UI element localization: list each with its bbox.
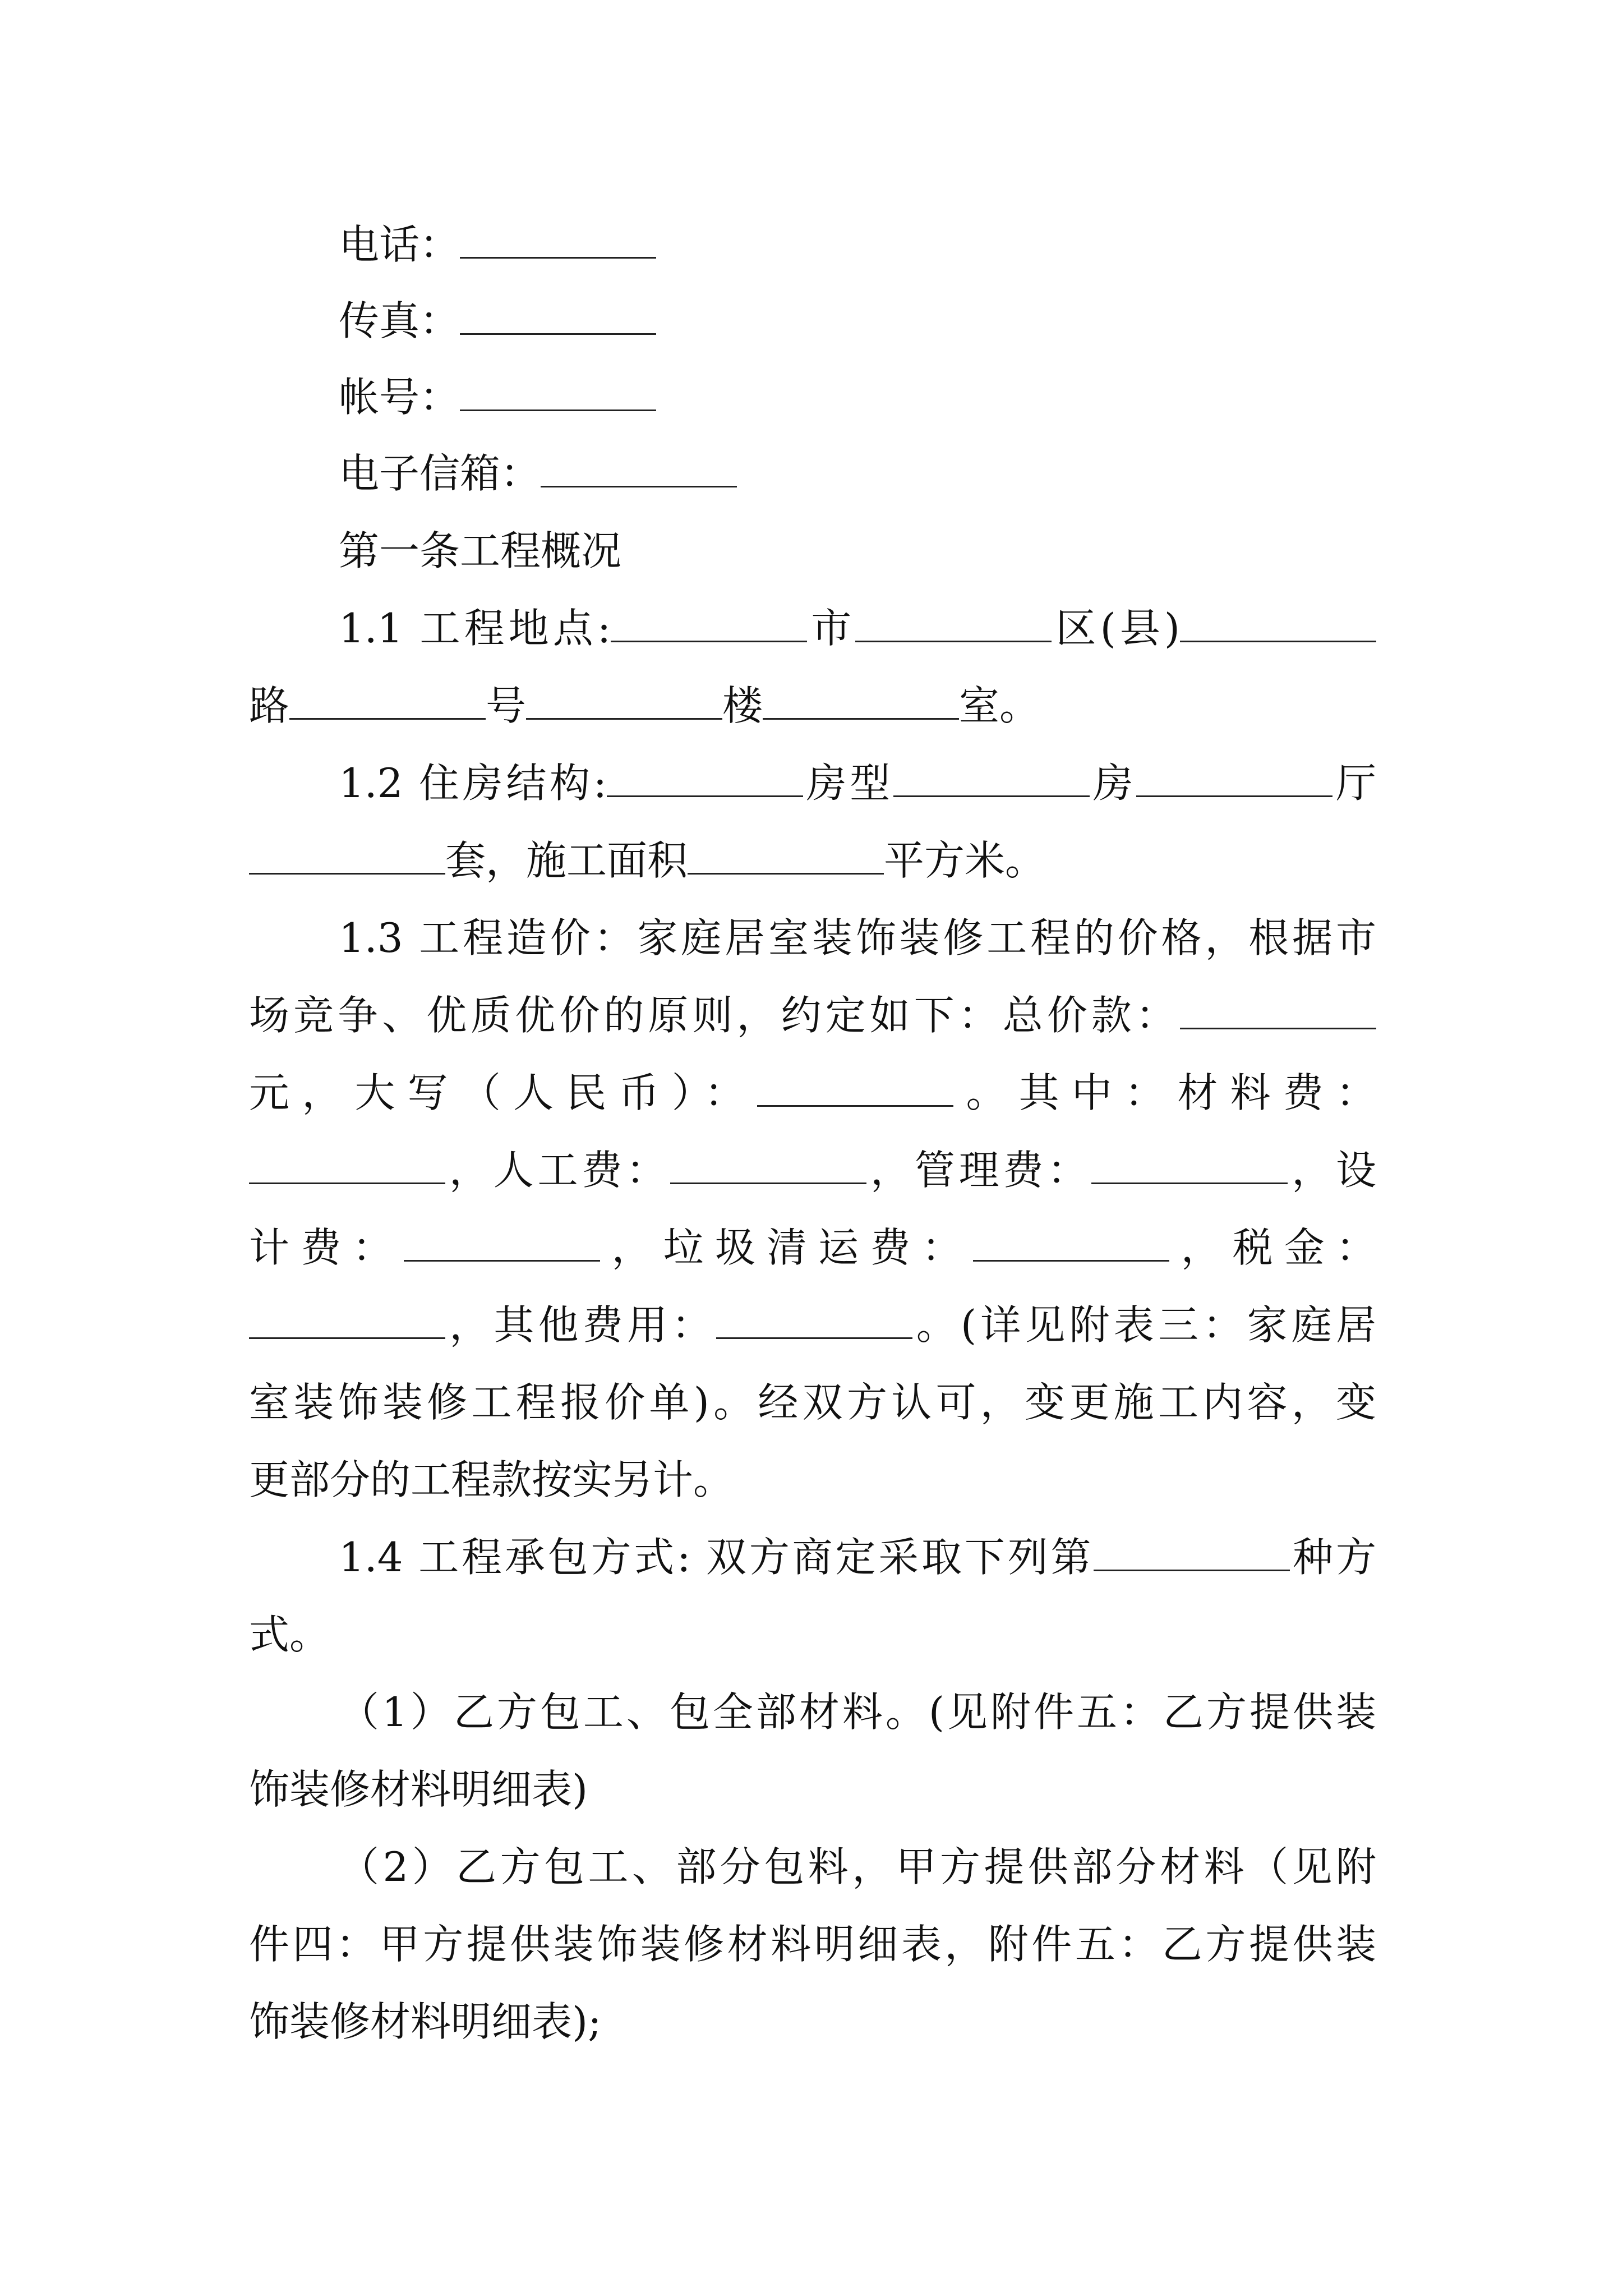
sets-blank[interactable] <box>249 834 445 875</box>
section-1-3-line-2 <box>249 976 1376 1055</box>
section-1-3-line-5 <box>249 1208 1376 1287</box>
email-blank[interactable] <box>541 447 737 487</box>
option-2-line-2: 件四：甲方提供装饰装修材料明细表，附件五：乙方提供装 <box>249 1921 1376 1968</box>
amount-words-blank[interactable] <box>757 1066 953 1107</box>
phone-label: 电话： <box>339 221 460 268</box>
district-unit: 区(县) <box>1052 605 1180 652</box>
building-blank[interactable] <box>526 679 722 720</box>
section-1-1-line-1 <box>339 589 1376 668</box>
fax-field <box>339 282 1376 360</box>
quote-reference-start: 。(详见附表三：家庭居 <box>912 1301 1376 1349</box>
option-2-line-1: （2）乙方包工、部分包料，甲方提供部分材料（见附 <box>339 1843 1376 1890</box>
section-1-3-line-3 <box>249 1053 1376 1132</box>
tax-blank[interactable] <box>249 1298 445 1339</box>
material-fee-label: 。其中：材料费： <box>953 1069 1376 1116</box>
area-blank[interactable] <box>688 834 884 875</box>
phone-field <box>339 205 1376 284</box>
section-1-3-line-7: 室装饰装修工程报价单)。经双方认可，变更施工内容，变 <box>249 1379 1376 1426</box>
building-unit: 楼 <box>722 682 763 729</box>
district-blank[interactable] <box>855 601 1052 642</box>
email-label: 电子信箱： <box>339 450 541 497</box>
contract-method-blank[interactable] <box>1094 1530 1290 1571</box>
room-unit: 室。 <box>959 682 1040 729</box>
other-fee-blank[interactable] <box>716 1298 912 1339</box>
total-price-blank[interactable] <box>1180 988 1376 1029</box>
contract-method-unit: 种方 <box>1290 1534 1376 1581</box>
sets-unit: 套，施工面积 <box>445 837 688 884</box>
road-blank[interactable] <box>1180 601 1376 642</box>
road-unit: 路 <box>249 682 290 729</box>
city-blank[interactable] <box>611 601 807 642</box>
labor-fee-label: ，人工费： <box>445 1147 671 1194</box>
rooms-blank[interactable] <box>893 756 1090 797</box>
account-blank[interactable] <box>460 370 656 411</box>
design-fee-label-start: ，设 <box>1288 1147 1376 1194</box>
section-1-2-line-1 <box>339 744 1376 822</box>
option-1-line-1: （1）乙方包工、包全部材料。(见附件五：乙方提供装 <box>339 1688 1376 1736</box>
total-price-label: 场竞争、优质优价的原则，约定如下：总价款： <box>249 992 1180 1039</box>
other-fee-label: ，其他费用： <box>445 1301 716 1349</box>
section-1-4-line-2: 式。 <box>249 1611 330 1658</box>
garbage-fee-blank[interactable] <box>973 1221 1169 1262</box>
number-unit: 号 <box>486 682 527 729</box>
house-type-blank[interactable] <box>607 756 803 797</box>
email-field <box>339 434 1376 513</box>
management-fee-label: ，管理费： <box>866 1147 1092 1194</box>
section-1-4-line-1 <box>339 1518 1376 1596</box>
house-type-unit: 房型 <box>803 760 893 807</box>
design-fee-label-end: 计费： <box>249 1224 404 1271</box>
area-unit: 平方米。 <box>884 837 1046 884</box>
section-1-2-label: 1.2 住房结构: <box>339 760 607 807</box>
halls-blank[interactable] <box>1136 756 1332 797</box>
design-fee-blank[interactable] <box>404 1221 600 1262</box>
halls-unit: 厅 <box>1332 760 1376 807</box>
contract-method-label: 1.4 工程承包方式: 双方商定采取下列第 <box>339 1534 1094 1581</box>
phone-blank[interactable] <box>460 218 656 259</box>
amount-words-label: 元，大写（人民币）： <box>249 1069 758 1116</box>
garbage-fee-label: ，垃圾清运费： <box>600 1224 974 1271</box>
account-label: 帐号： <box>339 374 460 421</box>
section-1-1-line-2 <box>249 666 1376 745</box>
material-fee-blank[interactable] <box>249 1143 445 1184</box>
section-1-2-line-2 <box>249 821 1376 900</box>
section-1-3-line-8: 更部分的工程款按实另计。 <box>249 1456 734 1503</box>
section-1-1-label: 1.1 工程地点: <box>339 605 611 652</box>
fax-blank[interactable] <box>460 294 656 335</box>
room-blank[interactable] <box>763 679 959 720</box>
article-1-title: 第一条工程概况 <box>339 527 622 574</box>
number-blank[interactable] <box>289 679 486 720</box>
management-fee-blank[interactable] <box>1091 1143 1288 1184</box>
section-1-3-line-4 <box>249 1131 1376 1209</box>
section-1-3-line-1: 1.3 工程造价：家庭居室装饰装修工程的价格，根据市 <box>339 914 1376 961</box>
option-1-line-2: 饰装修材料明细表) <box>249 1766 588 1813</box>
city-unit: 市 <box>807 605 856 652</box>
tax-label: ，税金： <box>1169 1224 1376 1271</box>
labor-fee-blank[interactable] <box>670 1143 866 1184</box>
account-field <box>339 358 1376 436</box>
fax-label: 传真： <box>339 297 460 344</box>
rooms-unit: 房 <box>1089 760 1137 807</box>
option-2-line-3: 饰装修材料明细表); <box>249 1998 602 2045</box>
section-1-3-line-6 <box>249 1286 1376 1364</box>
